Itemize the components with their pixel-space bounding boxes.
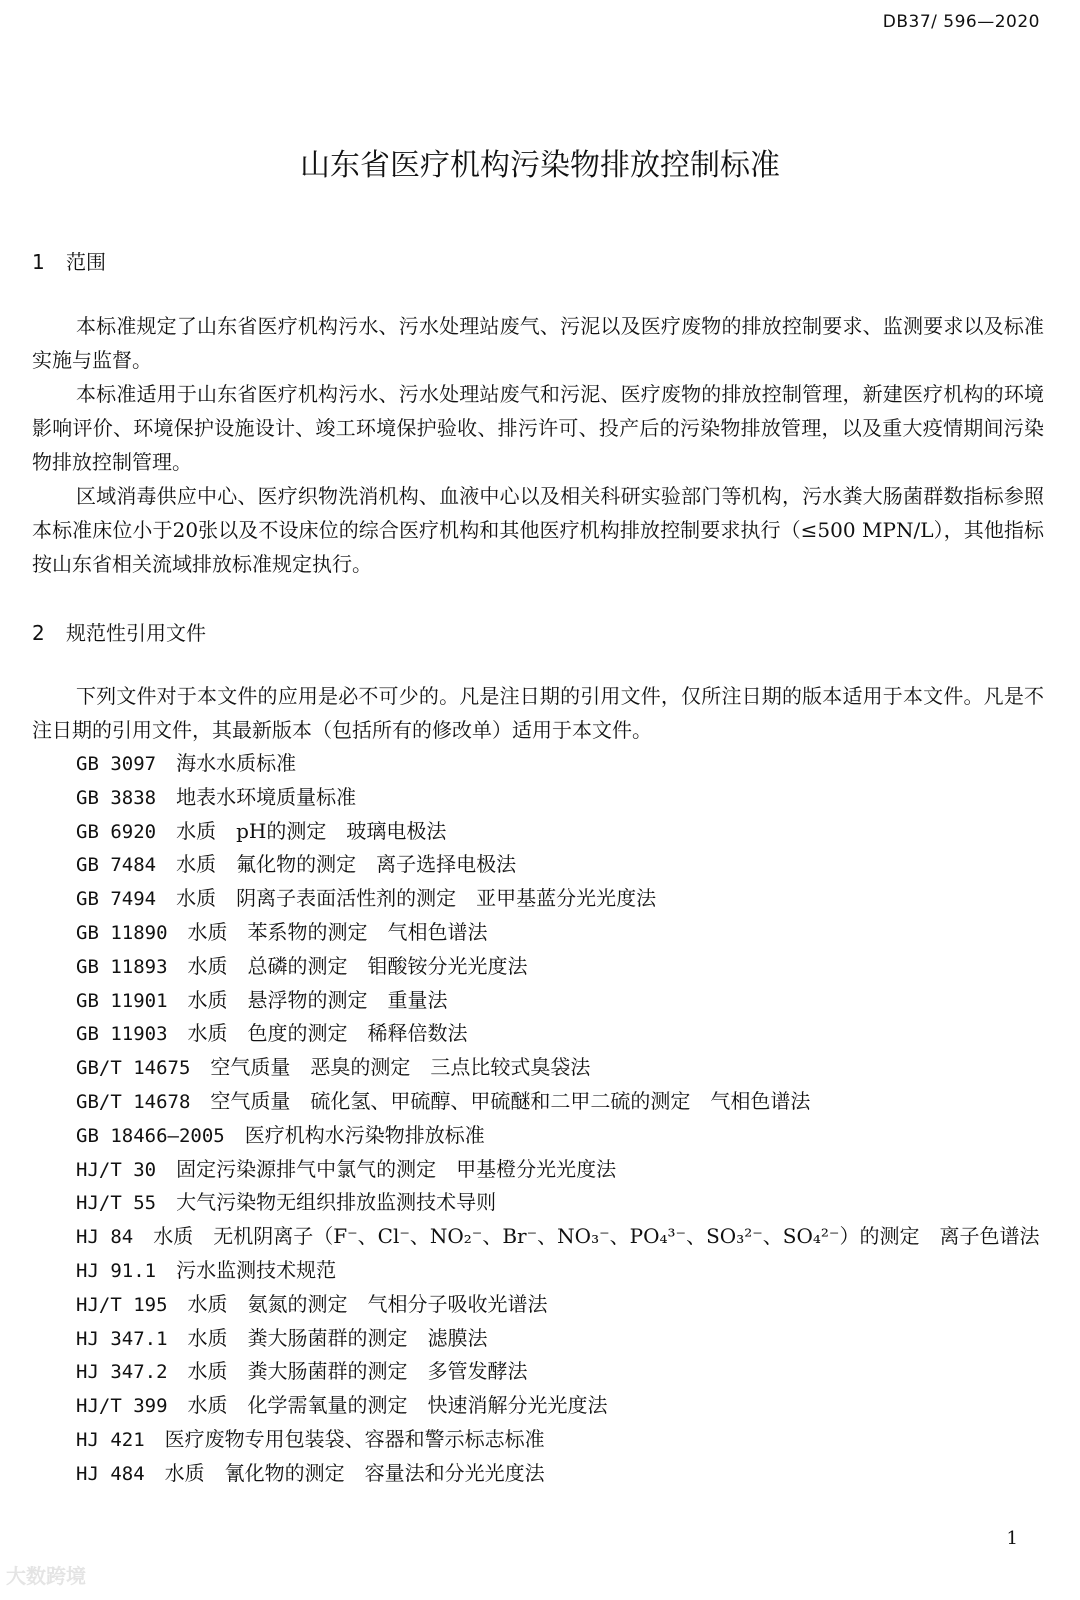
reference-item xyxy=(76,1288,1039,1322)
document-code: DB37/ 596—2020 xyxy=(882,12,1040,32)
reference-code: HJ 347.2 xyxy=(76,1361,168,1384)
reference-title: 医疗机构水污染物排放标准 xyxy=(244,1122,485,1147)
reference-item xyxy=(76,1186,1039,1220)
reference-code: GB/T 14678 xyxy=(76,1090,191,1113)
reference-title: 地表水环境质量标准 xyxy=(176,784,357,809)
section-title: 范围 xyxy=(66,250,106,274)
reference-item xyxy=(76,848,1039,882)
watermark-logo: 大数跨境 xyxy=(6,1564,86,1588)
reference-title: 水质 化学需氧量的测定 快速消解分光光度法 xyxy=(187,1393,608,1418)
reference-title: 水质 粪大肠菌群的测定 多管发酵法 xyxy=(187,1359,528,1384)
reference-item xyxy=(76,1389,1039,1423)
reference-title: 大气污染物无组织排放监测技术导则 xyxy=(176,1190,497,1215)
reference-item xyxy=(76,1322,1039,1356)
normative-intro: 下列文件对于本文件的应用是必不可少的。凡是注日期的引用文件，仅所注日期的版本适用于本文件。凡是不注日期的引用文件，其最新版本（包括所有的修改单）适用于本文件。 xyxy=(32,684,1044,742)
reference-item xyxy=(76,1220,1039,1254)
section-heading-scope xyxy=(32,246,106,275)
reference-title: 水质 苯系物的测定 气相色谱法 xyxy=(187,919,488,944)
reference-title: 水质 阴离子表面活性剂的测定 亚甲基蓝分光光度法 xyxy=(176,886,657,911)
section-title: 规范性引用文件 xyxy=(66,621,206,645)
reference-code: GB 7484 xyxy=(76,854,157,877)
reference-title: 水质 总磷的测定 钼酸铵分光光度法 xyxy=(187,953,528,978)
reference-title: 固定污染源排气中氯气的测定 甲基橙分光光度法 xyxy=(176,1156,617,1181)
reference-code: GB 3097 xyxy=(76,753,157,775)
reference-code: HJ 421 xyxy=(76,1428,145,1451)
reference-title: 空气质量 硫化氢、甲硫醇、甲硫醚和二甲二硫的测定 气相色谱法 xyxy=(210,1088,811,1113)
reference-code: GB 11890 xyxy=(76,921,168,944)
reference-code: GB 3838 xyxy=(76,786,157,809)
reference-code: GB 11903 xyxy=(76,1023,168,1046)
reference-title: 水质 氟化物的测定 离子选择电极法 xyxy=(176,852,517,877)
reference-item xyxy=(76,1423,1039,1457)
reference-item xyxy=(76,1457,1039,1491)
section-heading-normative xyxy=(32,617,206,646)
reference-code: GB 11901 xyxy=(76,989,168,1012)
reference-code: HJ 347.1 xyxy=(76,1327,168,1350)
reference-item xyxy=(76,950,1039,984)
reference-code: HJ 84 xyxy=(76,1226,134,1249)
reference-code: HJ/T 30 xyxy=(76,1158,157,1181)
reference-code: HJ 484 xyxy=(76,1462,145,1485)
scope-paragraph-2: 本标准适用于山东省医疗机构污水、污水处理站废气和污泥、医疗废物的排放控制管理，新建医疗机构的环境影响评价、环境保护设施设计、竣工环境保护验收、排污许可、投产后的污染物排放管理，以及重大疫情期间污染物排放控制管理。 xyxy=(32,382,1044,474)
reference-code: GB 7494 xyxy=(76,888,157,911)
reference-item xyxy=(76,1153,1039,1187)
document-title: 山东省医疗机构污染物排放控制标准 xyxy=(300,148,780,183)
reference-title: 医疗废物专用包装袋、容器和警示标志标准 xyxy=(164,1426,545,1451)
reference-item xyxy=(76,781,1039,815)
page-number: 1 xyxy=(1006,1528,1018,1549)
reference-code: HJ/T 55 xyxy=(76,1192,157,1215)
reference-code: GB 18466—2005 xyxy=(76,1124,225,1147)
reference-item xyxy=(76,1051,1039,1085)
reference-title: 水质 无机阴离子（F⁻、Cl⁻、NO₂⁻、Br⁻、NO₃⁻、PO₄³⁻、SO₃²⁻、SO₄²⁻）的测定 离子色谱法 xyxy=(153,1224,1040,1249)
scope-paragraph-3: 区域消毒供应中心、医疗织物洗消机构、血液中心以及相关科研实验部门等机构，污水粪大肠菌群数指标参照本标准床位小于20张以及不设床位的综合医疗机构和其他医疗机构排放控制要求执行（≤500 MPN/L），其他指标按山东省相关流域排放标准规定执行。 xyxy=(32,484,1044,576)
reference-item xyxy=(76,916,1039,950)
reference-item xyxy=(76,1085,1039,1119)
reference-item xyxy=(76,1355,1039,1389)
section-number: 2 xyxy=(32,621,45,645)
section-number: 1 xyxy=(32,250,45,274)
scope-paragraph-1: 本标准规定了山东省医疗机构污水、污水处理站废气、污泥以及医疗废物的排放控制要求、监测要求以及标准实施与监督。 xyxy=(32,314,1044,372)
reference-item xyxy=(76,882,1039,916)
reference-title: 水质 氰化物的测定 容量法和分光光度法 xyxy=(164,1460,545,1485)
reference-code: HJ/T 195 xyxy=(76,1293,168,1316)
reference-title: 污水监测技术规范 xyxy=(176,1257,337,1282)
reference-code: GB/T 14675 xyxy=(76,1057,191,1080)
reference-title: 水质 粪大肠菌群的测定 滤膜法 xyxy=(187,1325,488,1350)
reference-code: HJ/T 399 xyxy=(76,1395,168,1418)
reference-code: GB 11893 xyxy=(76,955,168,978)
reference-item xyxy=(76,1017,1039,1051)
reference-title: 水质 色度的测定 稀释倍数法 xyxy=(187,1021,468,1046)
reference-title: 水质 pH的测定 玻璃电极法 xyxy=(176,818,447,843)
reference-item xyxy=(76,1254,1039,1288)
reference-item xyxy=(76,1119,1039,1153)
reference-title: 空气质量 恶臭的测定 三点比较式臭袋法 xyxy=(210,1055,591,1080)
reference-item xyxy=(76,984,1039,1018)
reference-code: HJ 91.1 xyxy=(76,1259,157,1282)
reference-title: 水质 氨氮的测定 气相分子吸收光谱法 xyxy=(187,1291,548,1316)
reference-title: 水质 悬浮物的测定 重量法 xyxy=(187,987,448,1012)
reference-item xyxy=(76,747,1039,781)
reference-item xyxy=(76,815,1039,849)
reference-code: GB 6920 xyxy=(76,820,157,843)
reference-title: 海水水质标准 xyxy=(176,751,297,775)
reference-list xyxy=(76,747,1039,1491)
